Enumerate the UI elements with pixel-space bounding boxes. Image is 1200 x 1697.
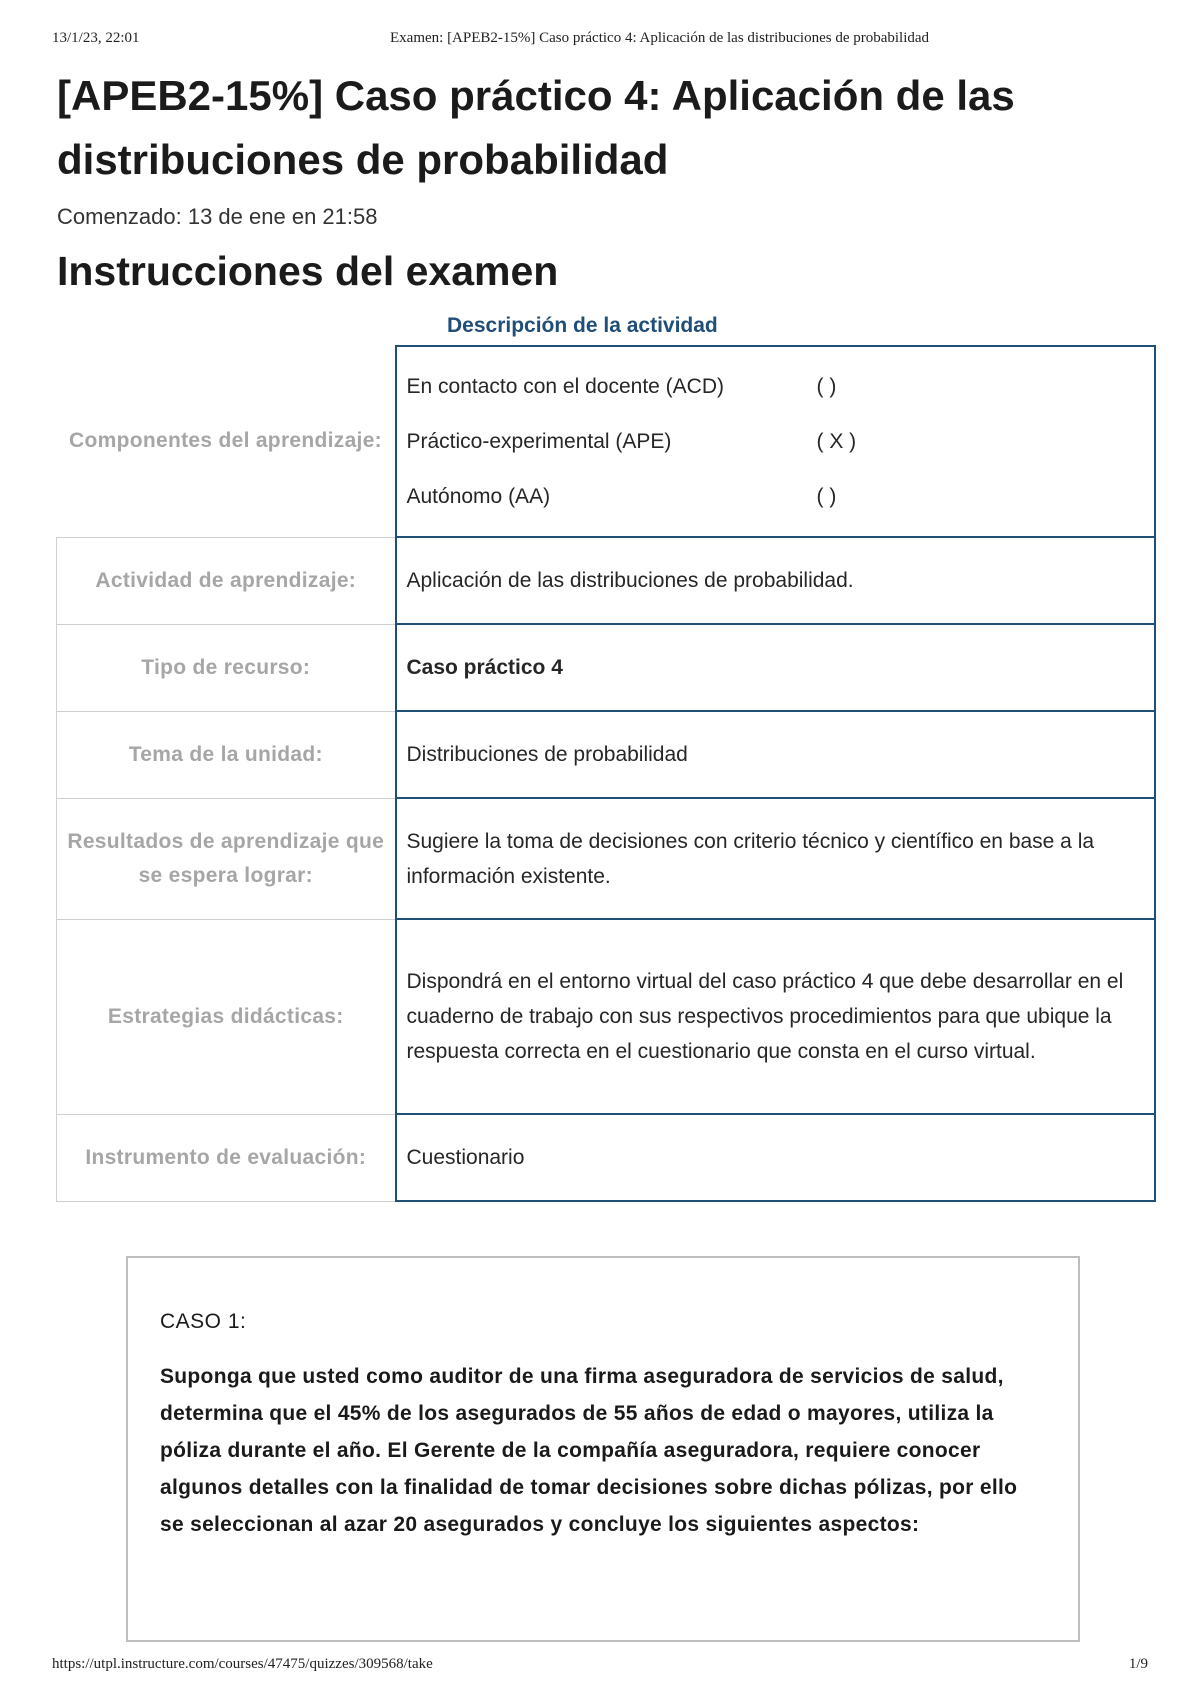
table-row [57, 346, 1156, 537]
case-box [126, 1256, 1080, 1642]
activity-description-heading [57, 314, 1153, 344]
table-row [57, 711, 1156, 798]
row-label: Actividad de aprendizaje: [57, 537, 396, 624]
quiz-content [57, 64, 1153, 1169]
component-label: Práctico-experimental (APE) [406, 430, 672, 453]
component-mark: ( ) [816, 485, 837, 508]
table-row [57, 919, 1156, 1114]
row-label: Tipo de recurso: [57, 624, 396, 711]
component-label: En contacto con el docente (ACD) [406, 375, 725, 398]
row-value: Dispondrá en el entorno virtual del caso práctico 4 que debe desarrollar en el cuaderno de trabajo con sus respectivos procedimientos para que ubique la respuesta correcta en el cuestionario que consta en el curso virtual. [396, 919, 1156, 1114]
page-number: 1/9 [1128, 1656, 1148, 1672]
component-item [407, 359, 1145, 414]
print-footer [52, 1656, 1148, 1680]
row-label: Resultados de aprendizaje que se espera lograr: [57, 798, 396, 919]
case-text: Suponga que usted como auditor de una firma aseguradora de servicios de salud, determina que el 45% de los asegurados de 55 años de edad o mayores, utiliza la póliza durante el año. El Gerente de la compañía aseguradora, requiere conocer algunos detalles con la finalidad de tomar decisiones sobre dichas pólizas, por ello se seleccionan al azar 20 asegurados y concluye los siguientes aspectos: [160, 1365, 1018, 1536]
table-row [57, 798, 1156, 919]
print-date: 13/1/23, 22:01 [52, 30, 140, 46]
print-url: https://utpl.instructure.com/courses/47475/quizzes/309568/take [52, 1656, 433, 1672]
component-label: Autónomo (AA) [406, 485, 551, 508]
component-mark: ( X ) [816, 430, 857, 453]
row-label: Estrategias didácticas: [57, 919, 396, 1114]
quiz-title: [APEB2-15%] Caso práctico 4: Aplicación de las distribuciones de probabilidad [57, 72, 1015, 183]
row-label: Tema de la unidad: [57, 711, 396, 798]
component-item [407, 414, 1145, 469]
row-value: Cuestionario [396, 1114, 1156, 1201]
table-row [57, 1114, 1156, 1201]
activity-table [56, 345, 1156, 1202]
row-value: Distribuciones de probabilidad [396, 711, 1156, 798]
row-value: Caso práctico 4 [396, 624, 1156, 711]
table-row [57, 624, 1156, 711]
table-row [57, 537, 1156, 624]
components-label: Componentes del aprendizaje: [69, 429, 382, 453]
case-title: CASO 1: [160, 1310, 247, 1333]
print-page-title: Examen: [APEB2-15%] Caso práctico 4: Aplicación de las distribuciones de probabilidad [390, 30, 930, 46]
row-label: Instrumento de evaluación: [57, 1114, 396, 1201]
component-mark: ( ) [816, 375, 837, 398]
component-item [407, 469, 1145, 524]
instructions-heading: Instrucciones del examen [57, 248, 559, 294]
print-header [52, 30, 1148, 54]
components-list [396, 346, 1156, 537]
started-timestamp: Comenzado: 13 de ene en 21:58 [57, 204, 378, 229]
row-value: Aplicación de las distribuciones de probabilidad. [396, 537, 1156, 624]
row-value: Sugiere la toma de decisiones con criterio técnico y científico en base a la información existente. [396, 798, 1156, 919]
activity-description-title: Descripción de la actividad [447, 314, 718, 337]
